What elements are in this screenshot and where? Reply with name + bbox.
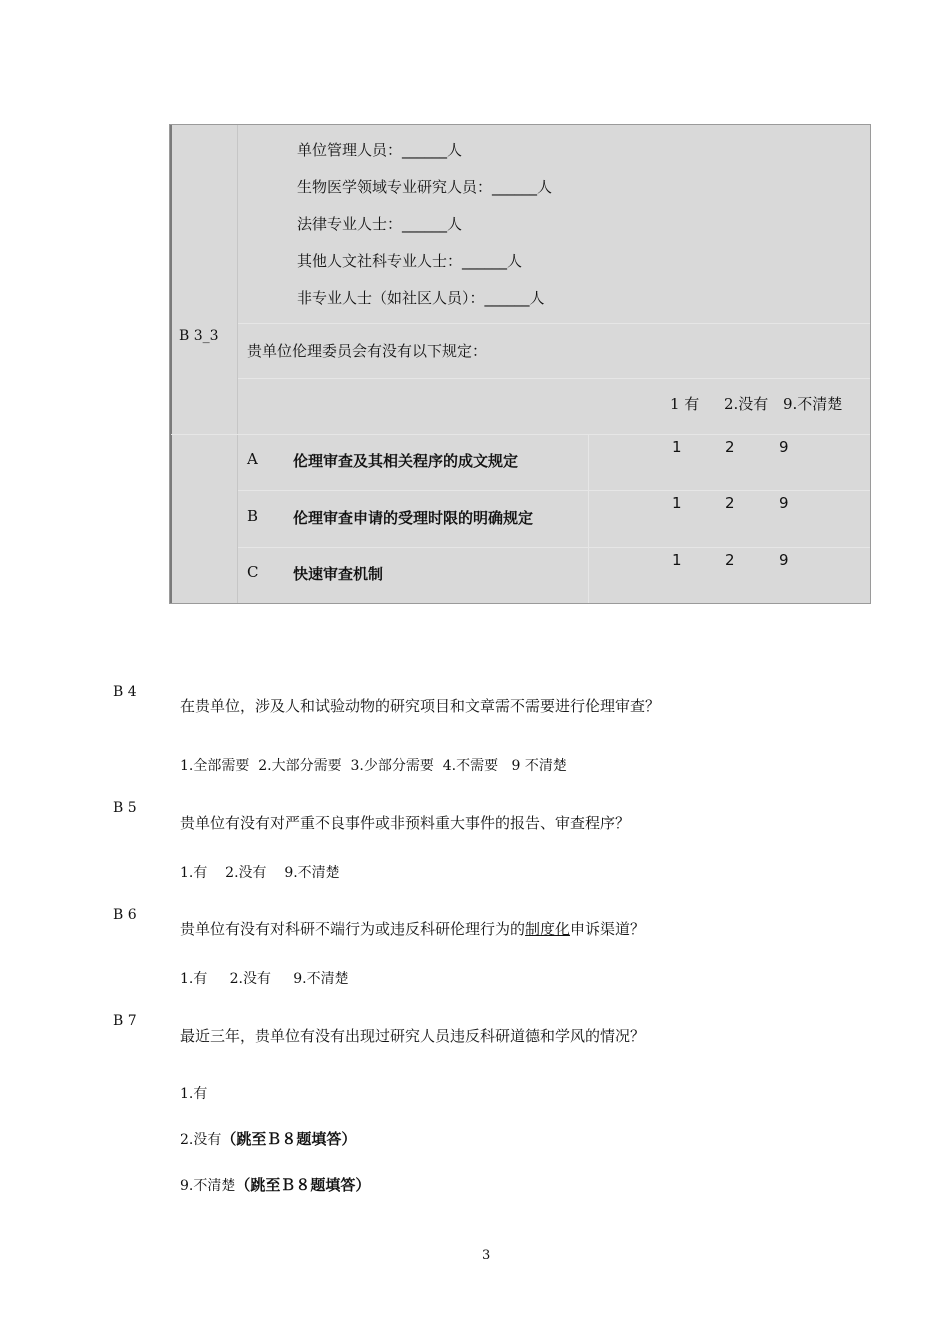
b6-question-pre: 贵单位有没有对科研不端行为或违反科研伦理行为的 (180, 920, 526, 938)
row-divider (238, 378, 870, 379)
b7-option-unknown-label: 9.不清楚 (180, 1178, 236, 1194)
b7-question: 最近三年，贵单位有没有出现过研究人员违反科研道德和学风的情况？ (180, 1027, 646, 1045)
staff-line-lay: 非专业人士（如社区人员）：______人 (297, 289, 545, 307)
b33-row-text: 伦理审查申请的受理时限的明确规定 (293, 509, 534, 527)
b33-row-code-1: 1 (672, 551, 682, 569)
b4-options: 1.全部需要 2.大部分需要 3.少部分需要 4.不需要 9 不清楚 (180, 758, 567, 774)
b7-option-no-note: （跳至Ｂ８题填答） (221, 1130, 357, 1148)
table-column-divider (237, 125, 238, 603)
b33-row-letter: C (247, 563, 259, 581)
b33-code: B 3_3 (179, 328, 219, 344)
b33-question: 贵单位伦理委员会有没有以下规定： (247, 342, 488, 360)
b33-row-code-9: 9 (779, 438, 789, 456)
b5-code: B 5 (113, 800, 137, 816)
b7-option-unknown (180, 1174, 370, 1195)
b33-row-code-1: 1 (672, 438, 682, 456)
b33-header-no: 2.没有 (724, 395, 769, 413)
b33-row-code-9: 9 (779, 494, 789, 512)
b33-header-unknown: 9.不清楚 (783, 395, 843, 413)
row-divider (238, 323, 870, 324)
b7-option-yes: 1.有 (180, 1086, 208, 1102)
staff-line-humanities: 其他人文社科专业人士：______人 (297, 252, 523, 270)
b4-question: 在贵单位，涉及人和试验动物的研究项目和文章需不需要进行伦理审查？ (180, 697, 661, 715)
b5-options: 1.有 2.没有 9.不清楚 (180, 865, 340, 881)
staff-line-admin: 单位管理人员：______人 (297, 141, 463, 159)
b7-option-unknown-note: （跳至Ｂ８题填答） (235, 1176, 371, 1194)
b5-question: 贵单位有没有对严重不良事件或非预料重大事件的报告、审查程序？ (180, 814, 631, 832)
b7-option-no-label: 2.没有 (180, 1132, 222, 1148)
b33-row-text: 伦理审查及其相关程序的成文规定 (293, 452, 519, 470)
row-divider (238, 490, 870, 491)
b6-question-underlined: 制度化 (525, 920, 571, 938)
cell-divider (588, 435, 589, 603)
b6-code: B 6 (113, 907, 137, 923)
b6-options: 1.有 2.没有 9.不清楚 (180, 971, 349, 987)
table-left-border (170, 125, 172, 603)
b33-header-yes: 1 有 (670, 395, 700, 413)
staff-line-law: 法律专业人士：______人 (297, 215, 463, 233)
b33-row-code-2: 2 (725, 438, 735, 456)
b33-row-letter: A (247, 450, 258, 468)
b33-row-code-9: 9 (779, 551, 789, 569)
b33-row-code-2: 2 (725, 494, 735, 512)
b6-question (180, 918, 645, 939)
b7-code: B 7 (113, 1013, 137, 1029)
row-divider (171, 434, 870, 435)
b33-row-code-1: 1 (672, 494, 682, 512)
row-divider (238, 547, 870, 548)
b6-question-post: 申诉渠道？ (570, 920, 646, 938)
page-number: 3 (482, 1248, 491, 1263)
b33-row-letter: B (247, 507, 259, 525)
b7-option-no (180, 1128, 356, 1149)
b33-row-code-2: 2 (725, 551, 735, 569)
b4-code: B 4 (113, 684, 137, 700)
staff-line-biomed: 生物医学领域专业研究人员：______人 (297, 178, 553, 196)
b33-row-text: 快速审查机制 (293, 565, 384, 583)
